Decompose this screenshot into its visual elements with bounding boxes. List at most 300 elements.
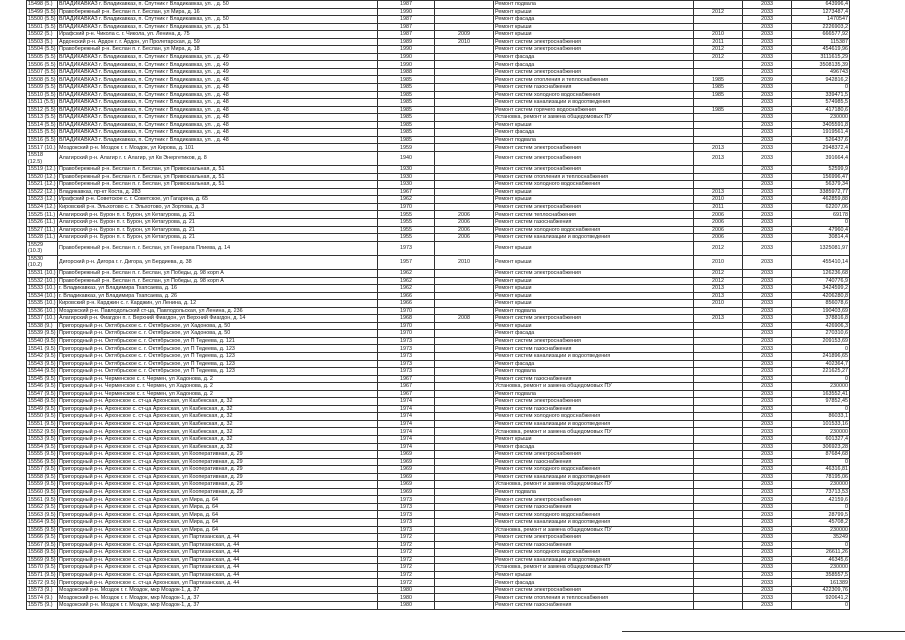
cell-year-repair: 2010 [435, 255, 494, 269]
cell-address: Пригородный р-н. Архонское с. ст-ца Архонская, ул Партизанская, д. 44 [58, 556, 378, 564]
table-row [27, 234, 850, 242]
table-row [27, 436, 850, 444]
cell-year-repair [435, 526, 494, 534]
cell-work: Ремонт систем холодного водоснабжения [494, 466, 694, 474]
cell-plan-from: 2013 [694, 315, 743, 323]
cell-plan-to: 2033 [743, 1, 792, 9]
cell-year-built: 1985 [378, 121, 435, 129]
cell-year-built: 1974 [378, 420, 435, 428]
table-row [27, 53, 850, 61]
cell-address: ВЛАДИКАВКАЗ г. Владикавказ, п. Спутник г Владикавказ, ул. , д. 48 [58, 84, 378, 92]
cell-year-built: 1972 [378, 534, 435, 542]
table-row [27, 420, 850, 428]
cell-year-repair: 2006 [435, 218, 494, 226]
table-row [27, 151, 850, 165]
table-row [27, 375, 850, 383]
cell-plan-from: 1985 [694, 106, 743, 114]
cell-work: Ремонт подвала [494, 368, 694, 376]
cell-address: Пригородный р-н. Архонское с. ст-ца Архонская, ул Кооперативная, д. 29 [58, 473, 378, 481]
cell-cost: 0 [792, 405, 850, 413]
cell-plan-from [694, 586, 743, 594]
cell-year-repair [435, 277, 494, 285]
table-row [27, 579, 850, 587]
cell-plan-to: 2033 [743, 99, 792, 107]
cell-cost: 856078,6 [792, 300, 850, 308]
cell-plan-from [694, 68, 743, 76]
cell-cost: 230000 [792, 481, 850, 489]
cell-id: 15510 (5.5) [28, 91, 56, 98]
cell-plan-to: 2033 [743, 360, 792, 368]
cell-cost: 3424599,2 [792, 285, 850, 293]
cell-id: 15521 (12.) [28, 181, 56, 188]
cell-plan-from: 1985 [694, 76, 743, 84]
cell-work: Ремонт систем канализации и водоотведения [494, 234, 694, 242]
cell-year-repair [435, 61, 494, 69]
cell-year-repair [435, 330, 494, 338]
cell-plan-to: 2033 [743, 23, 792, 31]
cell-id: 15554 (9.5) [28, 443, 56, 450]
cell-year-repair [435, 428, 494, 436]
cell-work: Ремонт фасада [494, 53, 694, 61]
cell-cost: 46316,81 [792, 466, 850, 474]
cell-cost: 209153,69 [792, 337, 850, 345]
cell-cost: 3385972,77 [792, 188, 850, 196]
cell-plan-from [694, 443, 743, 451]
cell-year-repair [435, 556, 494, 564]
cell-cost: 3111615,29 [792, 53, 850, 61]
cell-year-repair [435, 166, 494, 174]
cell-year-repair [435, 511, 494, 519]
table-row [27, 451, 850, 459]
cell-plan-to: 2033 [743, 255, 792, 269]
table-row [27, 345, 850, 353]
cell-plan-from: 2012 [694, 46, 743, 54]
cell-plan-to: 2033 [743, 241, 792, 255]
cell-address: Пригородный р-н. Архонское с. ст-ца Архонская, ул Партизанская, д. 44 [58, 549, 378, 557]
cell-year-built: 1980 [378, 602, 435, 610]
cell-plan-from [694, 390, 743, 398]
cell-id: 15527 (11.) [27, 226, 58, 234]
cell-plan-to: 2033 [743, 488, 792, 496]
cell-address: Правобережный р-н. Беслан п. г. Беслан, ул Генерала Плиева, д. 14 [58, 241, 378, 255]
cell-year-repair [435, 579, 494, 587]
cell-work: Ремонт крыши [494, 241, 694, 255]
cell-cost: 163552,41 [792, 390, 850, 398]
cell-plan-to: 2033 [743, 8, 792, 16]
table-row [27, 31, 850, 39]
cell-year-built: 1955 [378, 211, 435, 219]
cell-cost: 35249 [792, 534, 850, 542]
table-row [27, 315, 850, 323]
cell-plan-from [694, 330, 743, 338]
cell-plan-to: 2033 [743, 114, 792, 122]
cell-id: 15546 (9.5) [28, 383, 56, 390]
cell-address: Правобережный р-н. Беслан п. г. Беслан, ул Привокзальная, д. 51 [58, 166, 378, 174]
cell-year-repair [435, 383, 494, 391]
cell-id: 15565 (9.5) [28, 526, 56, 533]
cell-year-repair [435, 549, 494, 557]
cell-cost: 0 [792, 503, 850, 511]
table-row [27, 211, 850, 219]
cell-plan-to: 2033 [743, 315, 792, 323]
cell-plan-to: 2033 [743, 53, 792, 61]
cell-id: 15507 (5.5) [28, 69, 56, 76]
cell-plan-to: 2033 [743, 541, 792, 549]
cell-work: Ремонт систем газоснабжения [494, 458, 694, 466]
cell-id: 15574 (9.) [27, 594, 58, 602]
cell-year-built: 1974 [378, 405, 435, 413]
table-row [27, 428, 850, 436]
table-row [27, 571, 850, 579]
cell-year-built: 1990 [378, 8, 435, 16]
cell-plan-to: 2033 [743, 322, 792, 330]
table-row [27, 23, 850, 31]
cell-plan-from [694, 466, 743, 474]
table-row [27, 106, 850, 114]
cell-plan-from [694, 383, 743, 391]
cell-cost: 1325081,97 [792, 241, 850, 255]
cell-year-repair [435, 114, 494, 122]
cell-plan-from: 2013 [694, 144, 743, 152]
cell-address: Дигорский р-н. Дигора г. г. Дигора, ул Бердиева, д. 38 [58, 255, 378, 269]
cell-work: Ремонт подвала [494, 1, 694, 9]
cell-work: Ремонт крыши [494, 255, 694, 269]
cell-year-built: 1985 [378, 76, 435, 84]
cell-cost: 230000 [792, 114, 850, 122]
cell-cost: 0 [792, 541, 850, 549]
cell-id: 15533 (10.) [28, 285, 56, 292]
cell-plan-to: 2033 [743, 383, 792, 391]
cell-plan-to: 2033 [743, 234, 792, 242]
cell-plan-to: 2033 [743, 571, 792, 579]
cell-work: Ремонт крыши [494, 196, 694, 204]
table-row [27, 352, 850, 360]
cell-year-built: 1988 [378, 68, 435, 76]
table-row [27, 203, 850, 211]
cell-year-repair [435, 345, 494, 353]
cell-address: Правобережный р-н. Беслан п. г. Беслан, ул Привокзальная, д. 51 [58, 173, 378, 181]
cell-cost: 0 [792, 345, 850, 353]
cell-work: Ремонт крыши [494, 436, 694, 444]
cell-year-built: 1967 [378, 390, 435, 398]
cell-plan-from [694, 322, 743, 330]
cell-plan-to: 2033 [743, 534, 792, 542]
cell-id: 15505 (5.5) [28, 53, 56, 60]
table-row [27, 166, 850, 174]
cell-year-repair [435, 564, 494, 572]
cell-work: Ремонт подвала [494, 488, 694, 496]
cell-year-built: 1987 [378, 31, 435, 39]
cell-year-repair [435, 352, 494, 360]
cell-work: Ремонт крыши [494, 277, 694, 285]
cell-year-repair [435, 602, 494, 610]
cell-id: 15567 (9.5) [28, 541, 56, 548]
cell-id: 15499 (5.5) [28, 8, 56, 15]
table-row [27, 91, 850, 99]
cell-year-built: 1959 [378, 144, 435, 152]
table-row [27, 277, 850, 285]
table-row [27, 300, 850, 308]
cell-work: Ремонт систем электроснабжения [494, 496, 694, 504]
cell-id: 15566 (9.5) [28, 534, 56, 541]
cell-year-repair [435, 300, 494, 308]
cell-cost: 306923,28 [792, 443, 850, 451]
cell-plan-from [694, 564, 743, 572]
cell-id: 15560 (9.5) [28, 488, 56, 495]
cell-plan-from: 2006 [694, 211, 743, 219]
cell-address: Кировский р-н. Эльхотово с. г. Эльхотово, ул Зортова, д. 3 [58, 203, 378, 211]
cell-plan-from: 2013 [694, 188, 743, 196]
cell-year-built: 1962 [378, 269, 435, 277]
cell-address: Пригородный р-н. Архонское с. ст-ца Архонская, ул Казбекская, д. 32 [58, 436, 378, 444]
table-row [27, 405, 850, 413]
cell-address: ВЛАДИКАВКАЗ г. Владикавказ, п. Спутник г Владикавказ, ул. , д. 48 [58, 76, 378, 84]
cell-year-built: 1969 [378, 451, 435, 459]
cell-year-repair [435, 307, 494, 315]
cell-work: Ремонт фасада [494, 129, 694, 137]
cell-address: ВЛАДИКАВКАЗ г. Владикавказ, п. Спутник г Владикавказ, ул. , д. 49 [58, 68, 378, 76]
cell-id: 15530 (10.2) [27, 255, 58, 269]
cell-work: Ремонт крыши [494, 571, 694, 579]
cell-cost: 417180,6 [792, 106, 850, 114]
cell-year-repair [435, 322, 494, 330]
cell-plan-from: 2006 [694, 234, 743, 242]
cell-work: Ремонт систем теплоснабжения [494, 211, 694, 219]
cell-cost: 942816,2 [792, 76, 850, 84]
cell-plan-to: 2033 [743, 458, 792, 466]
cell-plan-from [694, 428, 743, 436]
cell-work: Ремонт систем электроснабжения [494, 586, 694, 594]
table-row [27, 556, 850, 564]
cell-year-repair: 2010 [435, 38, 494, 46]
cell-work: Ремонт фасада [494, 579, 694, 587]
table-row [27, 218, 850, 226]
table-row [27, 136, 850, 144]
table-row [27, 541, 850, 549]
table-body [27, 1, 850, 610]
cell-cost: 56379,34 [792, 181, 850, 189]
table-row [27, 496, 850, 504]
cell-work: Ремонт крыши [494, 188, 694, 196]
cell-id: 15551 (9.5) [28, 421, 56, 428]
cell-address: Моздокский р-н. Моздок г. г. Моздок, мкр Моздок-1, д. 37 [58, 586, 378, 594]
cell-plan-to: 2033 [743, 121, 792, 129]
cell-plan-from [694, 375, 743, 383]
cell-id: 15529 (10.3) [27, 241, 58, 255]
cell-plan-from [694, 473, 743, 481]
cell-plan-from [694, 511, 743, 519]
cell-address: Алагирский р-н. Алагир г. г. Алагир, ул Кв Энергетиков, д. 8 [58, 151, 378, 165]
cell-address: ВЛАДИКАВКАЗ г. Владикавказ, п. Спутник г Владикавказ, ул. , д. 50 [58, 16, 378, 24]
cell-address: Моздокский р-н. Павлодольский ст-ца, Павлодольская, ул Ленина, д. 236 [58, 307, 378, 315]
cell-year-repair [435, 390, 494, 398]
table-row [27, 594, 850, 602]
table-row [27, 330, 850, 338]
cell-address: Пригородный р-н. Архонское с. ст-ца Архонская, ул Мира, д. 64 [58, 526, 378, 534]
cell-id: 15514 (5.5) [28, 121, 56, 128]
cell-plan-from: 2010 [694, 300, 743, 308]
cell-address: Пригородный р-н. Черменское с. г. Чермен, ул Хадонова, д. 2 [58, 375, 378, 383]
cell-id: 15539 (9.5) [28, 330, 56, 337]
cell-address: Кировский р-н. Карджин с. г. Карджин, ул Ленина, д. 12 [58, 300, 378, 308]
cell-plan-from [694, 129, 743, 137]
cell-address: Пригородный р-н. Архонское с. ст-ца Архонская, ул Казбекская, д. 32 [58, 420, 378, 428]
cell-plan-from [694, 99, 743, 107]
cell-plan-to: 2033 [743, 496, 792, 504]
cell-year-repair: 2006 [435, 211, 494, 219]
cell-year-built: 1973 [378, 503, 435, 511]
cell-address: Пригородный р-н. Архонское с. ст-ца Архонская, ул Кооперативная, д. 29 [58, 458, 378, 466]
cell-work: Ремонт систем канализации и водоотведения [494, 352, 694, 360]
table-row [27, 549, 850, 557]
cell-work: Ремонт систем электроснабжения [494, 151, 694, 165]
cell-plan-to: 2033 [743, 91, 792, 99]
cell-cost: 230000 [792, 383, 850, 391]
cell-year-built: 1987 [378, 1, 435, 9]
cell-year-repair [435, 1, 494, 9]
cell-cost: 462859,88 [792, 196, 850, 204]
cell-work: Ремонт систем электроснабжения [494, 398, 694, 406]
table-row [27, 443, 850, 451]
cell-year-repair [435, 76, 494, 84]
cell-plan-from [694, 121, 743, 129]
cell-plan-to: 2033 [743, 368, 792, 376]
cell-year-built: 1957 [378, 255, 435, 269]
cell-plan-to: 2033 [743, 549, 792, 557]
cell-id: 15538 (9.) [27, 322, 58, 330]
cell-year-built: 1962 [378, 285, 435, 293]
cell-year-repair: 2006 [435, 226, 494, 234]
cell-cost: 97852,45 [792, 398, 850, 406]
cell-id: 15506 (5.5) [28, 61, 56, 68]
table-row [27, 519, 850, 527]
cell-address: Правобережный р-н. Беслан п. г. Беслан, ул Мира, д. 16 [58, 8, 378, 16]
cell-year-built: 1966 [378, 292, 435, 300]
cell-work: Ремонт систем канализации и водоотведения [494, 556, 694, 564]
cell-cost: 161389 [792, 579, 850, 587]
cell-year-repair [435, 405, 494, 413]
cell-address: Пригородный р-н. Архонское с. ст-ца Архонская, ул Кооперативная, д. 29 [58, 466, 378, 474]
cell-cost: 230000 [792, 428, 850, 436]
cell-cost: 4206280,8 [792, 292, 850, 300]
cell-year-repair [435, 8, 494, 16]
cell-plan-from: 2011 [694, 38, 743, 46]
cell-year-repair [435, 337, 494, 345]
cell-year-repair [435, 53, 494, 61]
cell-plan-from: 2011 [694, 203, 743, 211]
cell-address: Пригородный р-н. Архонское с. ст-ца Архонская, ул Партизанская, д. 44 [58, 541, 378, 549]
cell-year-built: 1974 [378, 443, 435, 451]
cell-year-built: 1969 [378, 488, 435, 496]
cell-year-built: 1955 [378, 226, 435, 234]
cell-plan-to: 2033 [743, 466, 792, 474]
table-row [27, 76, 850, 84]
cell-year-built: 1930 [378, 173, 435, 181]
cell-address: ВЛАДИКАВКАЗ г. Владикавказ, п. Спутник г Владикавказ, ул. , д. 48 [58, 136, 378, 144]
cell-id: 15512 (5.5) [28, 106, 56, 113]
cell-cost: 156996,47 [792, 173, 850, 181]
cell-address: Ардонский р-н. Ардон г. г. Ардон, ул Пролетарская, д. 59 [58, 38, 378, 46]
cell-year-built: 1973 [378, 496, 435, 504]
cell-plan-to: 2033 [743, 151, 792, 165]
cell-year-built: 1973 [378, 360, 435, 368]
cell-work: Ремонт систем газоснабжения [494, 218, 694, 226]
table-row [27, 383, 850, 391]
cell-address: Алагирский р-н. Бурон п. г. Бурон, ул Кетагурова, д. 21 [58, 218, 378, 226]
cell-year-built: 1962 [378, 196, 435, 204]
cell-year-repair [435, 413, 494, 421]
cell-address: Пригородный р-н. Архонское с. ст-ца Архонская, ул Мира, д. 64 [58, 519, 378, 527]
cell-work: Ремонт систем электроснабжения [494, 144, 694, 152]
cell-plan-to: 2033 [743, 31, 792, 39]
cell-plan-to: 2033 [743, 292, 792, 300]
cell-plan-to: 2033 [743, 196, 792, 204]
cell-plan-to: 2033 [743, 519, 792, 527]
cell-id: 15549 (9.5) [28, 405, 56, 412]
cell-year-repair [435, 144, 494, 152]
cell-id: 15561 (9.5) [28, 496, 56, 503]
table-row [27, 84, 850, 92]
cell-plan-from: 2012 [694, 8, 743, 16]
cell-address: Правобережный р-н. Беслан п. г. Беслан, ул Мира, д. 18 [58, 46, 378, 54]
cell-year-built: 1990 [378, 53, 435, 61]
cell-id: 15570 (9.5) [28, 564, 56, 571]
table-row [27, 61, 850, 69]
cell-plan-to: 2033 [743, 307, 792, 315]
cell-cost: 52599,9 [792, 166, 850, 174]
cell-cost: 221625,27 [792, 368, 850, 376]
cell-year-built: 1955 [378, 234, 435, 242]
table-row [27, 503, 850, 511]
cell-plan-from [694, 488, 743, 496]
cell-plan-from [694, 556, 743, 564]
cell-year-built: 1955 [378, 218, 435, 226]
cell-plan-to: 2033 [743, 390, 792, 398]
cell-address: Алагирский р-н. Бурон п. г. Бурон, ул Кетагурова, д. 21 [58, 234, 378, 242]
cell-year-built: 1972 [378, 556, 435, 564]
cell-id: 15550 (9.5) [28, 413, 56, 420]
cell-year-repair [435, 196, 494, 204]
cell-year-built: 1987 [378, 16, 435, 24]
cell-id: 15573 (9.) [27, 586, 58, 594]
cell-year-built: 1973 [378, 337, 435, 345]
cell-address: Пригородный р-н. Архонское с. ст-ца Архонская, ул Кооперативная, д. 29 [58, 481, 378, 489]
cell-plan-to: 2033 [743, 166, 792, 174]
cell-plan-from: 2012 [694, 277, 743, 285]
cell-year-built: 1980 [378, 594, 435, 602]
cell-id: 15552 (9.5) [28, 428, 56, 435]
table-row [27, 390, 850, 398]
cell-plan-to: 2033 [743, 269, 792, 277]
cell-id: 15537 (10.) [28, 315, 56, 322]
cell-plan-from [694, 413, 743, 421]
table-row [27, 46, 850, 54]
cell-year-built: 1973 [378, 241, 435, 255]
cell-id: 15540 (9.5) [28, 338, 56, 345]
cell-cost: 358557,5 [792, 571, 850, 579]
cell-plan-from: 2010 [694, 31, 743, 39]
cell-year-repair [435, 151, 494, 165]
cell-cost: 3508135,39 [792, 61, 850, 69]
cell-plan-from [694, 594, 743, 602]
cell-plan-from [694, 173, 743, 181]
cell-plan-to: 2033 [743, 61, 792, 69]
cell-plan-from [694, 420, 743, 428]
cell-plan-from [694, 136, 743, 144]
cell-id: 15522 (12.) [28, 188, 56, 195]
cell-plan-to: 2033 [743, 226, 792, 234]
table-row [27, 602, 850, 610]
